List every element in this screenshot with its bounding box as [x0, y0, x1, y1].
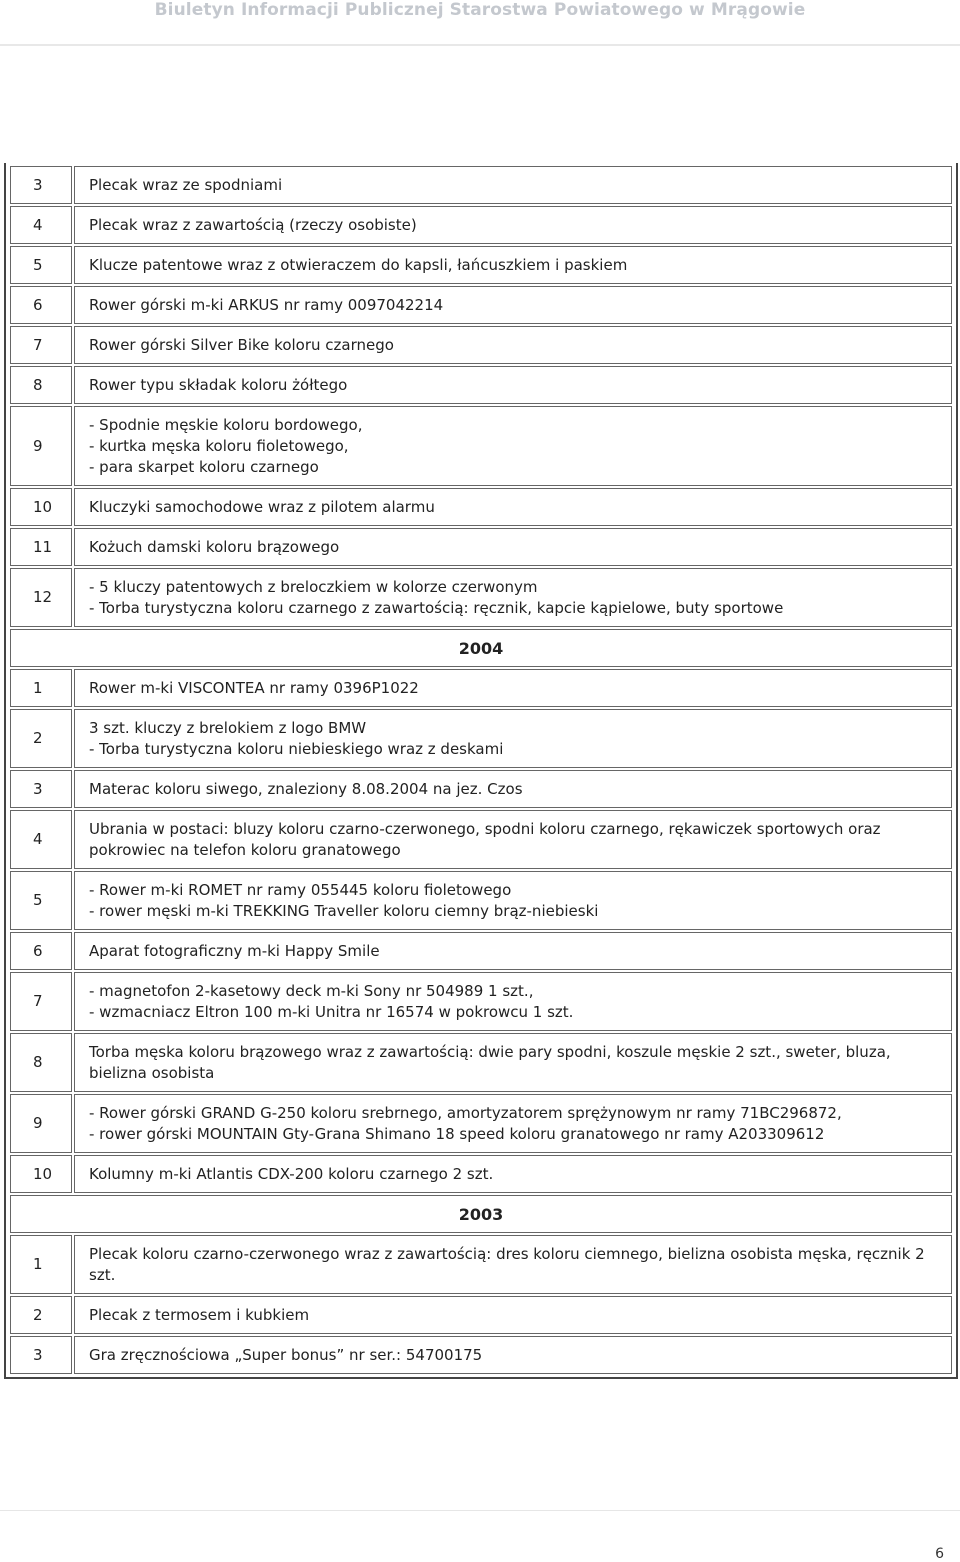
- item-description: Kożuch damski koloru brązowego: [74, 528, 952, 566]
- table-row: [10, 166, 952, 204]
- item-description: Kluczyki samochodowe wraz z pilotem alarmu: [74, 488, 952, 526]
- item-description: Klucze patentowe wraz z otwieraczem do kapsli, łańcuszkiem i paskiem: [74, 246, 952, 284]
- year-label: 2003: [10, 1195, 952, 1233]
- item-number: 8: [10, 366, 72, 404]
- table-row: [10, 1296, 952, 1334]
- item-number: 8: [10, 1033, 72, 1092]
- table-row: [10, 1336, 952, 1374]
- page-header: [0, 0, 960, 46]
- item-number: 5: [10, 871, 72, 930]
- table-row: [10, 709, 952, 768]
- item-description: - 5 kluczy patentowych z breloczkiem w kolorze czerwonym - Torba turystyczna koloru czarnego z zawartością: ręcznik, kapcie kąpielowe, buty sportowe: [74, 568, 952, 627]
- item-number: 5: [10, 246, 72, 284]
- table-row: [10, 669, 952, 707]
- items-table-body: [10, 166, 952, 1374]
- item-number: 6: [10, 932, 72, 970]
- table-row: [10, 488, 952, 526]
- table-row: [10, 568, 952, 627]
- table-row: [10, 366, 952, 404]
- item-number: 10: [10, 488, 72, 526]
- table-row: [10, 871, 952, 930]
- table-row: [10, 406, 952, 486]
- item-number: 1: [10, 669, 72, 707]
- table-row: [10, 326, 952, 364]
- year-label: 2004: [10, 629, 952, 667]
- item-number: 4: [10, 810, 72, 869]
- table-row: [10, 932, 952, 970]
- item-description: Rower typu składak koloru żółtego: [74, 366, 952, 404]
- item-number: 11: [10, 528, 72, 566]
- item-number: 6: [10, 286, 72, 324]
- item-description: Aparat fotograficzny m-ki Happy Smile: [74, 932, 952, 970]
- item-description: Gra zręcznościowa „Super bonus” nr ser.: 54700175: [74, 1336, 952, 1374]
- table-row: [10, 206, 952, 244]
- item-description: Rower m-ki VISCONTEA nr ramy 0396P1022: [74, 669, 952, 707]
- item-number: 7: [10, 972, 72, 1031]
- item-number: 7: [10, 326, 72, 364]
- table-row: [10, 1235, 952, 1294]
- item-number: 10: [10, 1155, 72, 1193]
- table-row: [10, 972, 952, 1031]
- item-description: Plecak wraz ze spodniami: [74, 166, 952, 204]
- item-description: - magnetofon 2-kasetowy deck m-ki Sony nr 504989 1 szt., - wzmacniacz Eltron 100 m-ki Unitra nr 16574 w pokrowcu 1 szt.: [74, 972, 952, 1031]
- item-description: 3 szt. kluczy z brelokiem z logo BMW - Torba turystyczna koloru niebieskiego wraz z deskami: [74, 709, 952, 768]
- table-row: [10, 770, 952, 808]
- page-number: 6: [935, 1546, 944, 1562]
- header-title: Biuletyn Informacji Publicznej Starostwa Powiatowego w Mrągowie: [154, 0, 806, 20]
- item-description: - Rower górski GRAND G-250 koloru srebrnego, amortyzatorem sprężynowym nr ramy 71BC296872, - rower górski MOUNTAIN Gty-Grana Shimano 18 speed koloru granatowego nr ramy A203309612: [74, 1094, 952, 1153]
- item-description: Rower górski m-ki ARKUS nr ramy 0097042214: [74, 286, 952, 324]
- items-table-container: [4, 163, 958, 1379]
- item-number: 2: [10, 709, 72, 768]
- item-number: 1: [10, 1235, 72, 1294]
- table-row: [10, 1094, 952, 1153]
- table-row: [10, 810, 952, 869]
- item-number: 3: [10, 770, 72, 808]
- item-number: 4: [10, 206, 72, 244]
- table-row: [10, 528, 952, 566]
- item-description: Plecak z termosem i kubkiem: [74, 1296, 952, 1334]
- item-description: Plecak koloru czarno-czerwonego wraz z zawartością: dres koloru ciemnego, bielizna osobista męska, ręcznik 2 szt.: [74, 1235, 952, 1294]
- year-header-row: [10, 629, 952, 667]
- item-description: Ubrania w postaci: bluzy koloru czarno-czerwonego, spodni koloru czarnego, rękawiczek sportowych oraz pokrowiec na telefon koloru granatowego: [74, 810, 952, 869]
- item-number: 3: [10, 1336, 72, 1374]
- item-description: - Rower m-ki ROMET nr ramy 055445 koloru fioletowego - rower męski m-ki TREKKING Traveller koloru ciemny brąz-niebieski: [74, 871, 952, 930]
- year-header-row: [10, 1195, 952, 1233]
- item-number: 12: [10, 568, 72, 627]
- item-description: Torba męska koloru brązowego wraz z zawartością: dwie pary spodni, koszule męskie 2 szt., sweter, bluza, bielizna osobista: [74, 1033, 952, 1092]
- footer-divider: [0, 1510, 960, 1511]
- item-description: Plecak wraz z zawartością (rzeczy osobiste): [74, 206, 952, 244]
- item-description: Rower górski Silver Bike koloru czarnego: [74, 326, 952, 364]
- table-row: [10, 286, 952, 324]
- item-number: 9: [10, 1094, 72, 1153]
- item-description: - Spodnie męskie koloru bordowego, - kurtka męska koloru fioletowego, - para skarpet koloru czarnego: [74, 406, 952, 486]
- items-table: [8, 164, 954, 1376]
- table-row: [10, 246, 952, 284]
- item-description: Kolumny m-ki Atlantis CDX-200 koloru czarnego 2 szt.: [74, 1155, 952, 1193]
- item-description: Materac koloru siwego, znaleziony 8.08.2004 na jez. Czos: [74, 770, 952, 808]
- item-number: 9: [10, 406, 72, 486]
- item-number: 3: [10, 166, 72, 204]
- item-number: 2: [10, 1296, 72, 1334]
- table-row: [10, 1155, 952, 1193]
- table-row: [10, 1033, 952, 1092]
